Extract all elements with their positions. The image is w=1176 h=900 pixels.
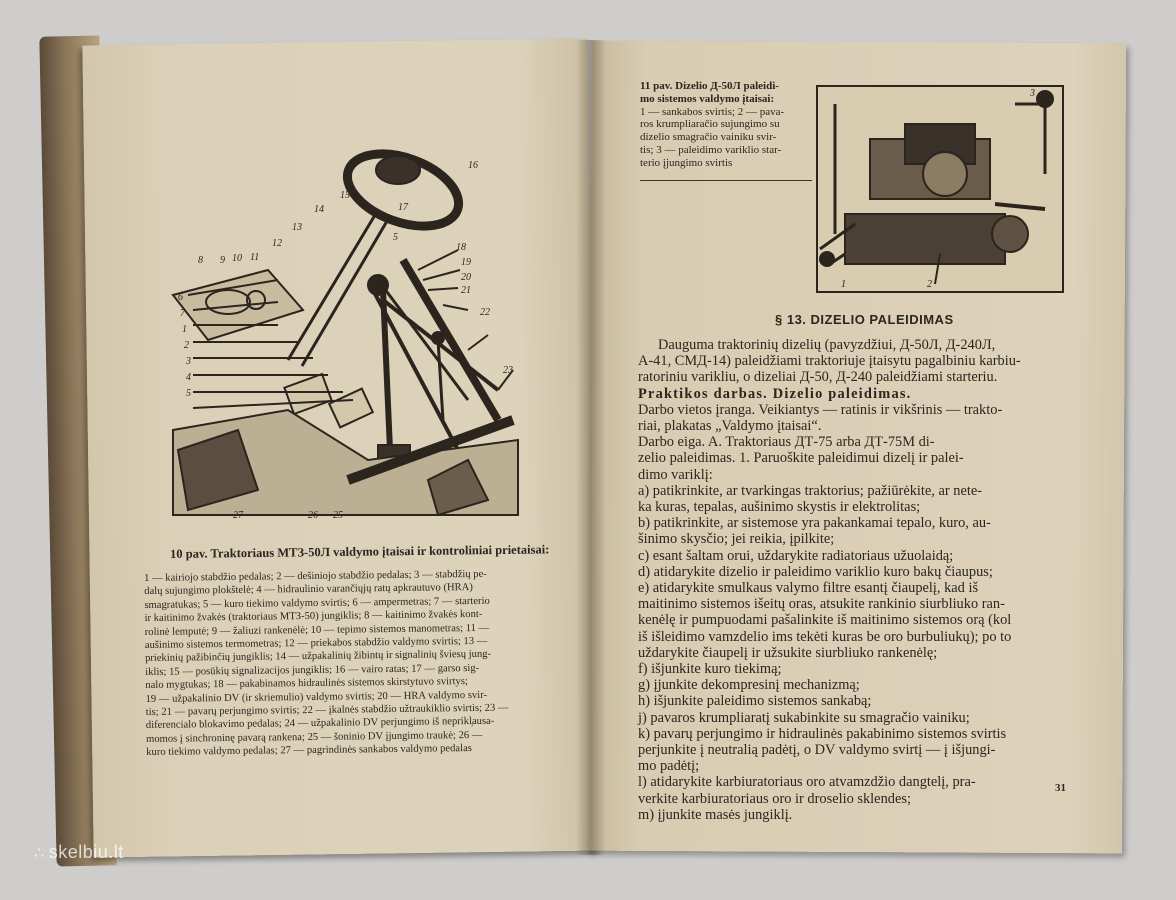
fig10-label: 9 bbox=[220, 255, 225, 266]
fig10-label: 13 bbox=[292, 222, 302, 233]
body-line: perjunkite į neutralią padėtį, o DV valdymo svirtį — į išjungi- bbox=[638, 742, 996, 759]
legend-line: smagratukas; 5 — kuro tiekimo valdymo svirtis; 6 — ampermetras; 7 — starterio bbox=[144, 595, 490, 611]
legend-line: kuro tiekimo valdymo pedalas; 27 — pagrindinės sankabos valdymo pedalas bbox=[146, 743, 472, 759]
fig10-label: 7 bbox=[180, 308, 185, 319]
fig10-label: 1 bbox=[182, 324, 187, 335]
fig11-caption-line: tis; 3 — paleidimo variklio star- bbox=[640, 143, 782, 156]
fig10-label: 23 bbox=[503, 365, 513, 376]
body-line: ratoriniu varikliu, o dizeliai Д-50, Д-240 paleidžiami starteriu. bbox=[638, 369, 998, 386]
body-line: maitinimo sistemos išeitų oras, atsukite rankinio siurbliuko ran- bbox=[638, 596, 1005, 613]
fig10-label: 17 bbox=[398, 202, 408, 213]
legend-line: nalo mygtukas; 18 — pakabinamos hidraulinės sistemos skirstytuvo svirtys; bbox=[145, 676, 468, 692]
fig10-label: 10 bbox=[232, 253, 242, 264]
body-line: šinimo skysčio; jei reikia, įpilkite; bbox=[638, 531, 835, 548]
body-line: Praktikos darbas. Dizelio paleidimas. bbox=[638, 385, 912, 402]
fig11-label: 1 bbox=[841, 279, 846, 290]
body-line: uždarykite čiaupelį ir užsukite siurbliuko rankenėlę; bbox=[638, 644, 938, 661]
fig10-label: 25 bbox=[333, 510, 343, 520]
caption-rule bbox=[640, 180, 812, 181]
fig10-label: 18 bbox=[456, 242, 466, 253]
body-line: A-41, СМД-14) paleidžiami traktoriuje įtaisytu pagalbiniu karbiu- bbox=[638, 353, 1021, 370]
fig11-caption-line: mo sistemos valdymo įtaisai: bbox=[640, 92, 775, 105]
fig10-label: 21 bbox=[461, 285, 471, 296]
body-line: zelio paleidimas. 1. Paruoškite paleidimui dizelį ir palei- bbox=[638, 450, 964, 467]
legend-line: rolinė lemputė; 9 — žaliuzi rankenėlė; 10 — tepimo sistemos manometras; 11 — bbox=[144, 622, 490, 638]
fig10-label: 4 bbox=[186, 372, 191, 383]
body-line: a) patikrinkite, ar tvarkingas traktorius; pažiūrėkite, ar nete- bbox=[638, 482, 983, 499]
fig11-caption-line: dizelio smagračio vainiku svir- bbox=[640, 131, 777, 144]
body-line: m) įjunkite masės jungiklį. bbox=[638, 806, 793, 823]
legend-line: dalų sujungimo plokštelė; 4 — hidraulinio varančiųjų ratų apkrautuvo (HRA) bbox=[144, 582, 473, 598]
fig10-label: 27 bbox=[233, 510, 243, 520]
legend-line: ir kaitinimo žvakės (traktoriaus MTЗ-50) jungiklis; 8 — kaitinimo žvakės kont- bbox=[144, 609, 483, 625]
legend-line: 1 — kairiojo stabdžio pedalas; 2 — dešiniojo stabdžio pedalas; 3 — stabdžių pe- bbox=[144, 568, 487, 584]
body-line: k) pavarų perjungimo ir hidraulinės pakabinimo sistemos svirtis bbox=[638, 725, 1007, 742]
tractor-controls-illustration bbox=[168, 130, 528, 520]
body-line: riai, plakatas „Valdymo įtaisai“. bbox=[638, 418, 822, 435]
fig11-caption-line: 1 — sankabos svirtis; 2 — pava- bbox=[640, 105, 785, 118]
fig10-label: 5 bbox=[186, 388, 191, 399]
legend-line: diferencialo blokavimo pedalas; 24 — užpakalinio DV perjungimo iš neprikl̦ausa- bbox=[145, 716, 495, 732]
fig11-caption-line: 11 pav. Dizelio Д-50Л paleidi- bbox=[640, 80, 779, 92]
body-line: iš išleidimo vamzdelio ims tekėti kuras be oro burbuliukų); po to bbox=[638, 628, 1012, 645]
body-text bbox=[638, 337, 1068, 823]
fig11-label: 3 bbox=[1030, 88, 1035, 99]
fig11-caption-line: ros krumpliaračio sujungimo su bbox=[640, 118, 780, 131]
fig11-label: 2 bbox=[927, 279, 932, 290]
fig10-label: 12 bbox=[272, 238, 282, 249]
body-line: ka kuras, tepalas, aušinimo skystis ir elektrolitas; bbox=[638, 499, 921, 516]
figure-10-caption: 10 pav. Traktoriaus MTЗ-50Л valdymo įtaisai ir kontroliniai prietaisai: bbox=[170, 542, 550, 561]
fig10-label: 6 bbox=[178, 292, 183, 303]
body-line: verkite karbiuratoriaus oro ir droselio sklendes; bbox=[638, 790, 911, 807]
legend-line: iklis; 15 — posūkių signalizacijos jungiklis; 16 — vairo ratas; 17 — garso sig- bbox=[145, 662, 480, 678]
body-line: dimo variklį: bbox=[638, 466, 713, 483]
fig11-caption-line: terio įjungimo svirtis bbox=[640, 156, 733, 169]
body-line: kenėlę ir pumpuodami pašalinkite iš maitinimo sistemos orą (kol bbox=[638, 612, 1012, 629]
fig10-label: 2 bbox=[184, 340, 189, 351]
fig10-label: 16 bbox=[468, 160, 478, 171]
figure-11-caption bbox=[640, 80, 784, 170]
fig10-label: 22 bbox=[480, 307, 490, 318]
body-line: h) išjunkite paleidimo sistemos sankabą; bbox=[638, 693, 872, 710]
fig10-label: 11 bbox=[250, 252, 260, 263]
body-line: Dauguma traktorinių dizelių (pavyzdžiui, Д-50Л, Д-240Л, bbox=[658, 337, 996, 353]
fig10-label: 8 bbox=[198, 255, 203, 266]
body-line: j) pavaros krumpliaratį sukabinkite su smagračio vainiku; bbox=[638, 709, 970, 726]
watermark-logo-icon: ∴ bbox=[34, 845, 45, 862]
fig10-label: 14 bbox=[314, 204, 324, 215]
body-line: mo padėtį; bbox=[638, 758, 700, 775]
diesel-starter-illustration bbox=[815, 84, 1065, 294]
legend-line: momos į sinchroninę pavarą rankena; 25 — šoninio DV įjungimo traukė; 26 — bbox=[145, 729, 483, 745]
body-line: b) patikrinkite, ar sistemose yra pakankamai tepalo, kuro, au- bbox=[638, 515, 991, 532]
fig10-label: 5 bbox=[393, 232, 398, 243]
fig10-label: 20 bbox=[461, 272, 471, 283]
legend-line: tis; 21 — pavarų perjungimo svirtis; 22 — įkalnės stabdžio užtraukiklio svirtis; 23 — bbox=[145, 702, 509, 719]
watermark-text: skelbiu.lt bbox=[48, 842, 124, 862]
fig10-label: 19 bbox=[461, 257, 471, 268]
gutter-shadow bbox=[576, 40, 606, 855]
legend-line: 19 — užpakalinio DV (ir skriemulio) valdymo svirtis; 20 — HRA valdymo svir- bbox=[145, 689, 488, 705]
body-line: Darbo vietos įranga. Veikiantys — ratinis ir vikšrinis — trakto- bbox=[638, 401, 1003, 418]
body-line: f) išjunkite kuro tiekimą; bbox=[638, 661, 782, 678]
legend-line: aušinimo sistemos termometras; 12 — priekabos stabdžio valdymo svirtis; 13 — bbox=[144, 635, 488, 652]
fig10-label: 3 bbox=[186, 356, 191, 367]
figure-10-legend bbox=[144, 568, 509, 760]
body-line: d) atidarykite dizelio ir paleidimo variklio kuro bakų čiaupus; bbox=[638, 563, 993, 580]
fig10-label: 26 bbox=[308, 510, 318, 520]
section-heading: § 13. DIZELIO PALEIDIMAS bbox=[775, 312, 954, 327]
page-number: 31 bbox=[1055, 782, 1066, 794]
body-line: e) atidarykite smulkaus valymo filtre esantį čiaupelį, kad iš bbox=[638, 580, 979, 597]
body-line: g) įjunkite dekompresinį mechanizmą; bbox=[638, 677, 860, 694]
body-line: l) atidarykite karbiuratoriaus oro atvamzdžio dangtelį, pra- bbox=[638, 774, 976, 791]
legend-line: priekinių pažibinčių jungiklis; 14 — užpakalinių žibintų ir signalinių šviesų jung- bbox=[144, 649, 492, 665]
watermark bbox=[34, 842, 124, 863]
body-line: Darbo eiga. A. Traktoriaus ДТ-75 arba ДТ-75М di- bbox=[638, 434, 935, 451]
body-line: c) esant šaltam orui, uždarykite radiatoriaus užuolaidą; bbox=[638, 547, 954, 564]
fig10-label: 15 bbox=[340, 190, 350, 201]
